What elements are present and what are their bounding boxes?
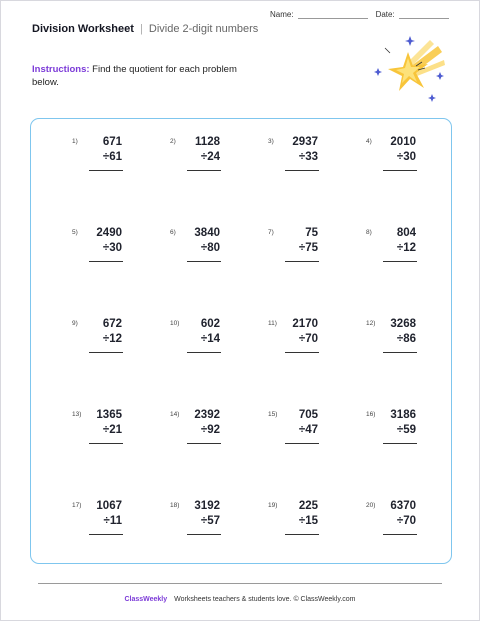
problem-number: 10) (170, 320, 180, 327)
answer-line[interactable] (187, 261, 221, 262)
problem-16 (366, 409, 436, 459)
footer-tagline: Worksheets teachers & students love. (174, 596, 292, 603)
problem-number: 15) (268, 411, 278, 418)
dividend: 2392 (194, 409, 220, 421)
name-label: Name: (270, 10, 294, 19)
dividend: 1365 (96, 409, 122, 421)
divisor: ÷33 (298, 151, 318, 163)
problem-3 (268, 136, 338, 186)
answer-line[interactable] (285, 170, 319, 171)
answer-line[interactable] (285, 261, 319, 262)
problem-1 (72, 136, 142, 186)
dividend: 2010 (390, 136, 416, 148)
answer-line[interactable] (187, 352, 221, 353)
problem-14 (170, 409, 240, 459)
footer-divider (38, 583, 442, 584)
instructions-lead: Instructions: (32, 64, 90, 75)
dividend: 225 (298, 500, 318, 512)
title-main: Division Worksheet (32, 23, 134, 35)
divisor: ÷86 (396, 333, 416, 345)
dividend: 705 (298, 409, 318, 421)
problem-4 (366, 136, 436, 186)
problem-number: 19) (268, 502, 278, 509)
answer-line[interactable] (89, 352, 123, 353)
dividend: 2937 (292, 136, 318, 148)
problem-number: 7) (268, 229, 274, 236)
problem-8 (366, 227, 436, 277)
divisor: ÷30 (396, 151, 416, 163)
answer-line[interactable] (285, 534, 319, 535)
footer-copyright: © ClassWeekly.com (293, 596, 356, 603)
date-field[interactable] (399, 9, 449, 19)
problem-9 (72, 318, 142, 368)
problem-number: 16) (366, 411, 376, 418)
divisor: ÷61 (102, 151, 122, 163)
divisor: ÷12 (102, 333, 122, 345)
problem-number: 20) (366, 502, 376, 509)
problem-7 (268, 227, 338, 277)
dividend: 671 (102, 136, 122, 148)
problem-number: 18) (170, 502, 180, 509)
problem-number: 9) (72, 320, 78, 327)
problem-15 (268, 409, 338, 459)
divisor: ÷21 (102, 424, 122, 436)
divisor: ÷30 (102, 242, 122, 254)
date-label: Date: (375, 10, 395, 19)
divisor: ÷47 (298, 424, 318, 436)
shooting-star-icon (370, 36, 450, 108)
worksheet-title (32, 23, 258, 35)
answer-line[interactable] (383, 443, 417, 444)
dividend: 6370 (390, 500, 416, 512)
dividend: 75 (305, 227, 318, 239)
divisor: ÷70 (298, 333, 318, 345)
answer-line[interactable] (285, 443, 319, 444)
answer-line[interactable] (89, 261, 123, 262)
divisor: ÷59 (396, 424, 416, 436)
divisor: ÷24 (200, 151, 220, 163)
answer-line[interactable] (187, 170, 221, 171)
dividend: 3186 (390, 409, 416, 421)
problem-number: 6) (170, 229, 176, 236)
answer-line[interactable] (383, 352, 417, 353)
dividend: 1067 (96, 500, 122, 512)
dividend: 3268 (390, 318, 416, 330)
answer-line[interactable] (187, 534, 221, 535)
problem-6 (170, 227, 240, 277)
problem-2 (170, 136, 240, 186)
problem-number: 2) (170, 138, 176, 145)
dividend: 1128 (195, 136, 220, 148)
divisor: ÷57 (200, 515, 220, 527)
dividend: 672 (102, 318, 122, 330)
problem-number: 12) (366, 320, 376, 327)
answer-line[interactable] (383, 170, 417, 171)
title-separator: | (139, 23, 143, 35)
answer-line[interactable] (89, 170, 123, 171)
footer (0, 596, 480, 603)
problem-number: 1) (72, 138, 78, 145)
instructions (32, 63, 262, 89)
name-date-row (270, 9, 449, 19)
problem-12 (366, 318, 436, 368)
name-field[interactable] (298, 9, 368, 19)
divisor: ÷14 (200, 333, 220, 345)
problem-17 (72, 500, 142, 550)
answer-line[interactable] (383, 534, 417, 535)
problem-number: 8) (366, 229, 372, 236)
problem-11 (268, 318, 338, 368)
dividend: 3840 (194, 227, 220, 239)
divisor: ÷80 (200, 242, 220, 254)
problem-20 (366, 500, 436, 550)
dividend: 804 (396, 227, 416, 239)
divisor: ÷70 (396, 515, 416, 527)
title-subtitle: Divide 2-digit numbers (148, 23, 259, 35)
problem-number: 14) (170, 411, 180, 418)
footer-brand: ClassWeekly (124, 596, 168, 603)
answer-line[interactable] (187, 443, 221, 444)
dividend: 2490 (96, 227, 122, 239)
problem-19 (268, 500, 338, 550)
problem-13 (72, 409, 142, 459)
answer-line[interactable] (89, 443, 123, 444)
divisor: ÷92 (200, 424, 220, 436)
divisor: ÷75 (298, 242, 318, 254)
problem-10 (170, 318, 240, 368)
problem-number: 5) (72, 229, 78, 236)
problem-5 (72, 227, 142, 277)
problem-number: 3) (268, 138, 274, 145)
dividend: 602 (200, 318, 220, 330)
dividend: 3192 (194, 500, 220, 512)
dividend: 2170 (292, 318, 318, 330)
divisor: ÷12 (396, 242, 416, 254)
problem-number: 4) (366, 138, 372, 145)
answer-line[interactable] (383, 261, 417, 262)
divisor: ÷15 (298, 515, 318, 527)
instructions-text: Find the quotient for each problem below. (32, 64, 237, 88)
problem-number: 11) (268, 320, 277, 327)
answer-line[interactable] (89, 534, 123, 535)
answer-line[interactable] (285, 352, 319, 353)
problem-18 (170, 500, 240, 550)
problem-number: 13) (72, 411, 82, 418)
problem-number: 17) (72, 502, 82, 509)
divisor: ÷11 (103, 515, 122, 527)
